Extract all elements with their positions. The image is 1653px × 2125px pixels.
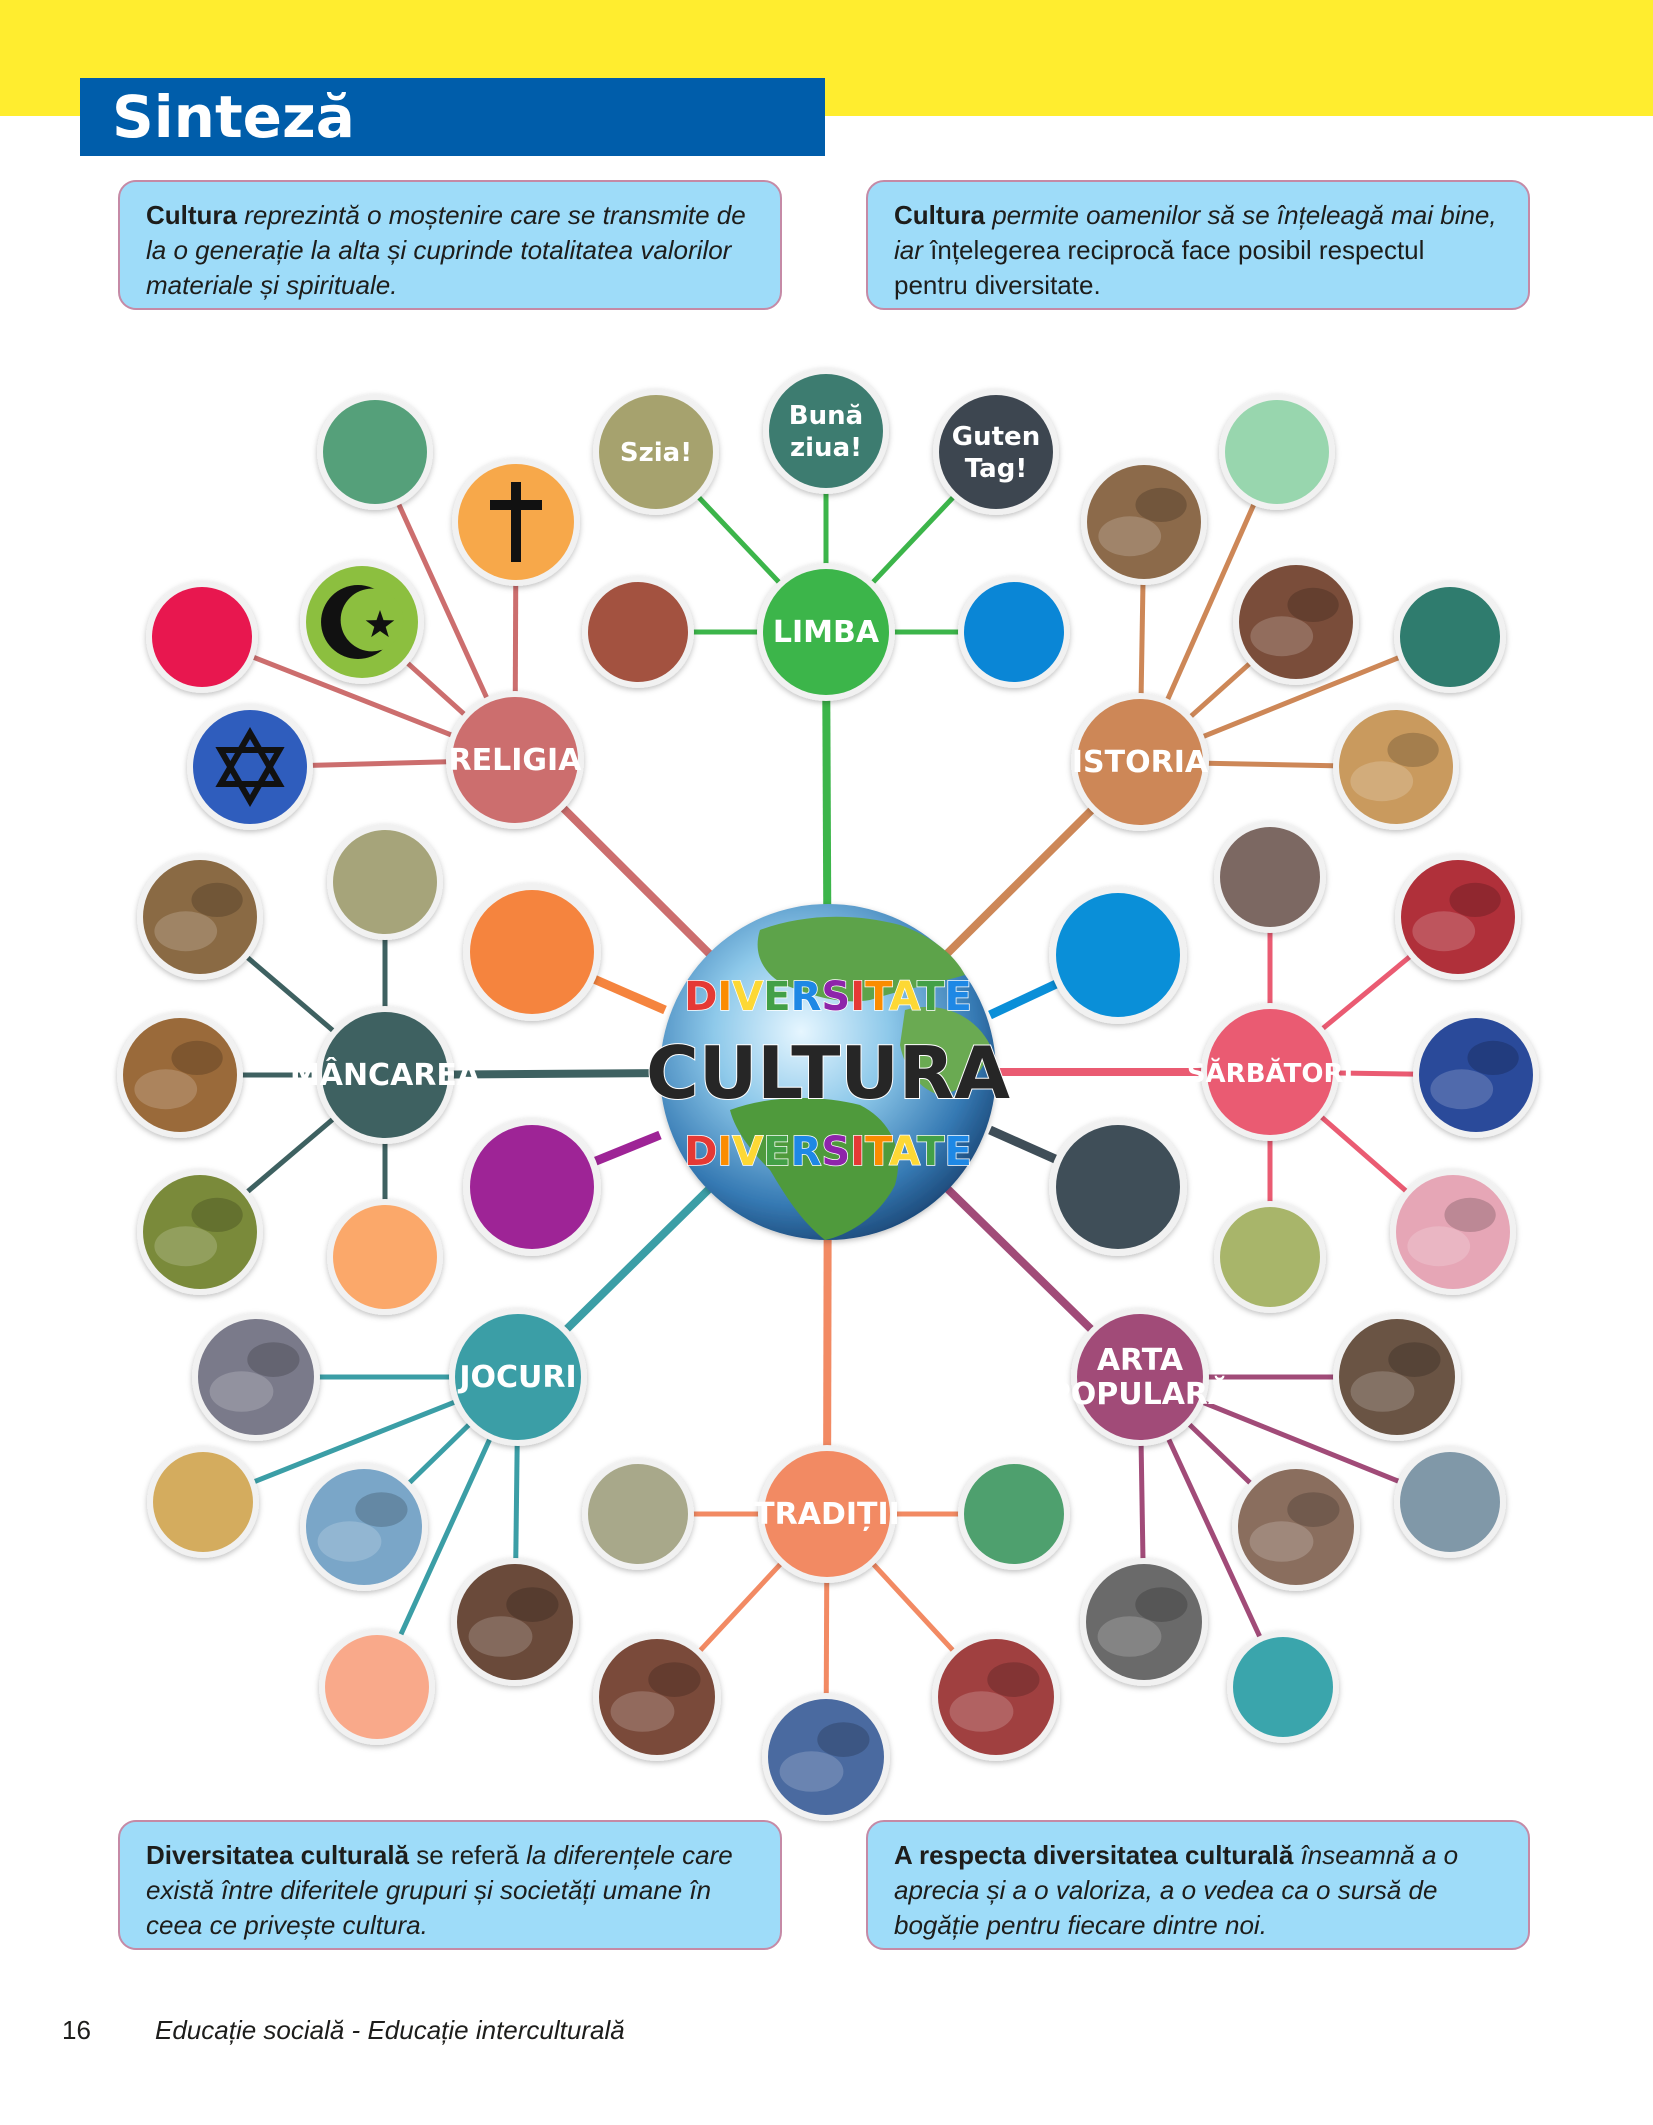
- bubble-fill: [470, 1125, 594, 1249]
- greeting-text: Bună ziua!: [788, 401, 864, 463]
- info-text: se referă: [409, 1840, 519, 1870]
- footer-subject: Educație socială - Educație interculturală: [155, 2015, 625, 2045]
- bubble-fill: [152, 587, 252, 687]
- inner-bubble: [463, 1118, 601, 1256]
- photo-shade: [191, 1198, 242, 1232]
- info-text-italic: înseamnă a o aprecia și a o valoriza, a o vedea ca o sursă de bogăție pentru fiecare dintre noi.: [894, 1840, 1459, 1940]
- bubble-fill: [323, 400, 427, 504]
- cross-icon: [452, 458, 580, 586]
- bubble-fill: [588, 1464, 688, 1564]
- greeting-text: Guten Tag!: [951, 422, 1041, 484]
- photo-shade: [191, 883, 242, 917]
- bubble-fill: [588, 582, 688, 682]
- bubble-fill: [325, 1635, 429, 1739]
- info-term: Cultura: [146, 200, 237, 230]
- inner-bubble: [1049, 1118, 1187, 1256]
- photo-shade: [1287, 588, 1338, 622]
- hub-istoria: [1071, 693, 1209, 831]
- greeting-text: Szia!: [619, 438, 693, 468]
- photo-shade: [1135, 1587, 1187, 1622]
- photo-highlight: [1250, 1521, 1314, 1562]
- hub-label: MÂNCAREA: [289, 1058, 481, 1093]
- color-bubble: [319, 1629, 435, 1745]
- hub-mancarea: [290, 1006, 481, 1144]
- hub-label: ISTORIA: [1071, 745, 1209, 780]
- bubble-fill: [964, 582, 1064, 682]
- bubble-fill: [1220, 827, 1320, 927]
- folk-costumes-photo: [593, 1633, 721, 1761]
- color-bubble: [582, 576, 694, 688]
- photo-shade: [1449, 883, 1500, 917]
- wood-carving-photo: [1333, 1313, 1461, 1441]
- photo-highlight: [1412, 911, 1475, 951]
- center-title: CULTURA: [645, 1031, 1011, 1115]
- photo-shade: [1135, 488, 1186, 522]
- color-bubble: [146, 581, 258, 693]
- sphinx-pyramids-photo: [1333, 704, 1459, 830]
- bubble-fill: [964, 1464, 1064, 1564]
- color-bubble: [582, 1458, 694, 1570]
- photo-highlight: [1350, 761, 1413, 801]
- info-text-italic: la diferențele care există între diferitele grupuri și societăți umane în ceea ce privește cultura.: [146, 1840, 733, 1940]
- bubble-fill: [1056, 1125, 1180, 1249]
- info-text-italic: permite oamenilor să se înțeleagă mai bine, iar: [894, 200, 1497, 265]
- hub-label: ARTA POPULARĂ: [1048, 1343, 1232, 1412]
- page-number: 16: [62, 2015, 91, 2045]
- color-bubble: [958, 576, 1070, 688]
- hub-limba: [757, 563, 895, 701]
- kids-playing-photo: [451, 1558, 579, 1686]
- page-title: Sinteză: [80, 78, 825, 156]
- folk-dance-photo: [762, 1693, 890, 1821]
- bubble-fill: [1400, 587, 1500, 687]
- greeting-bubble: [593, 389, 719, 515]
- color-bubble: [327, 824, 443, 940]
- hopscotch-photo: [192, 1313, 320, 1441]
- color-bubble: [327, 1199, 443, 1315]
- photo-highlight: [1430, 1069, 1493, 1109]
- greeting-bubble: [933, 389, 1059, 515]
- photo-highlight: [154, 1226, 217, 1266]
- photo-shade: [1444, 1198, 1495, 1232]
- photo-highlight: [1098, 1616, 1162, 1657]
- color-bubble: [317, 394, 433, 510]
- info-term: Cultura: [894, 200, 985, 230]
- hub-label: JOCURI: [459, 1360, 577, 1395]
- photo-highlight: [154, 911, 217, 951]
- bubble-fill: [1056, 893, 1180, 1017]
- pottery-photo: [1232, 1463, 1360, 1591]
- bubble-fill: [939, 395, 1053, 509]
- star-of-david-icon: [187, 704, 313, 830]
- photo-highlight: [1351, 1371, 1415, 1412]
- cross-icon-horizontal: [490, 500, 542, 510]
- bubble-fill: [1225, 400, 1329, 504]
- bubble-fill: [1233, 1637, 1333, 1737]
- photo-shade: [1387, 733, 1438, 767]
- hub-label: TRADIȚII: [754, 1497, 900, 1532]
- photo-highlight: [210, 1371, 274, 1412]
- info-term: Diversitatea culturală: [146, 1840, 410, 1870]
- color-bubble: [1227, 1631, 1339, 1743]
- bubble-fill: [769, 374, 883, 488]
- hub-label: SĂRBĂTORI: [1186, 1059, 1354, 1089]
- bubble-fill: [333, 1205, 437, 1309]
- hub-religia: [446, 691, 584, 829]
- stuffed-vegetables-photo: [137, 1169, 263, 1295]
- jump-rope-photo: [300, 1463, 428, 1591]
- bubble-fill: [1220, 1207, 1320, 1307]
- center-diversity-top: DIVERSITATE: [684, 974, 972, 1020]
- photo-highlight: [134, 1069, 197, 1109]
- photo-shade: [355, 1492, 407, 1527]
- photo-highlight: [469, 1616, 533, 1657]
- photo-shade: [171, 1041, 222, 1075]
- color-bubble: [1394, 1446, 1506, 1558]
- color-bubble: [1214, 1201, 1326, 1313]
- geisha-photo: [1390, 1169, 1516, 1295]
- hub-label: RELIGIA: [448, 743, 582, 778]
- center-diversity-bottom: DIVERSITATE: [684, 1129, 972, 1175]
- crescent-star-icon: [300, 560, 424, 684]
- rice-dish-photo: [137, 854, 263, 980]
- photo-highlight: [1250, 616, 1313, 656]
- bubble-fill: [153, 1452, 253, 1552]
- photo-shade: [1287, 1492, 1339, 1527]
- photo-highlight: [1407, 1226, 1470, 1266]
- color-bubble: [147, 1446, 259, 1558]
- hub-arta: [1049, 1308, 1232, 1446]
- color-bubble: [958, 1458, 1070, 1570]
- hub-jocuri: [449, 1308, 587, 1446]
- inner-bubble: [1049, 886, 1187, 1024]
- bubble-fill: [333, 830, 437, 934]
- greeting-bubble: [763, 368, 889, 494]
- photo-shade: [1467, 1041, 1518, 1075]
- photo-highlight: [318, 1521, 382, 1562]
- july-fourth-badge-photo: [1413, 1012, 1539, 1138]
- chimney-cake-photo: [117, 1012, 243, 1138]
- santa-claus-photo: [1395, 854, 1521, 980]
- photo-shade: [506, 1587, 558, 1622]
- globe-center: [646, 904, 1010, 1240]
- info-text: înțelegerea reciprocă face posibil respectul pentru diversitate.: [894, 235, 1425, 300]
- photo-highlight: [1098, 516, 1161, 556]
- bubble-fill: [1400, 1452, 1500, 1552]
- photo-shade: [247, 1342, 299, 1377]
- photo-highlight: [611, 1691, 675, 1732]
- color-bubble: [1219, 394, 1335, 510]
- inner-bubble: [463, 883, 601, 1021]
- photo-highlight: [780, 1751, 844, 1792]
- photo-shade: [1388, 1342, 1440, 1377]
- colosseum-photo: [1081, 459, 1207, 585]
- color-bubble: [1394, 581, 1506, 693]
- weaving-photo: [1080, 1558, 1208, 1686]
- napoleon-painting-photo: [1233, 559, 1359, 685]
- info-text: reprezintă o moștenire care se transmite de la o generație la alta și cuprinde totalitatea valorilor materiale și spirituale.: [146, 200, 746, 300]
- cross-icon-vertical: [511, 482, 521, 562]
- crescent-inner: [341, 589, 404, 652]
- photo-shade: [817, 1722, 869, 1757]
- hub-label: LIMBA: [772, 615, 880, 650]
- dancers-photo: [932, 1633, 1060, 1761]
- bubble-fill: [470, 890, 594, 1014]
- photo-shade: [987, 1662, 1039, 1697]
- hub-traditii: [754, 1445, 900, 1583]
- photo-shade: [648, 1662, 700, 1697]
- color-bubble: [1214, 821, 1326, 933]
- info-term: A respecta diversitatea culturală: [894, 1840, 1294, 1870]
- photo-highlight: [950, 1691, 1014, 1732]
